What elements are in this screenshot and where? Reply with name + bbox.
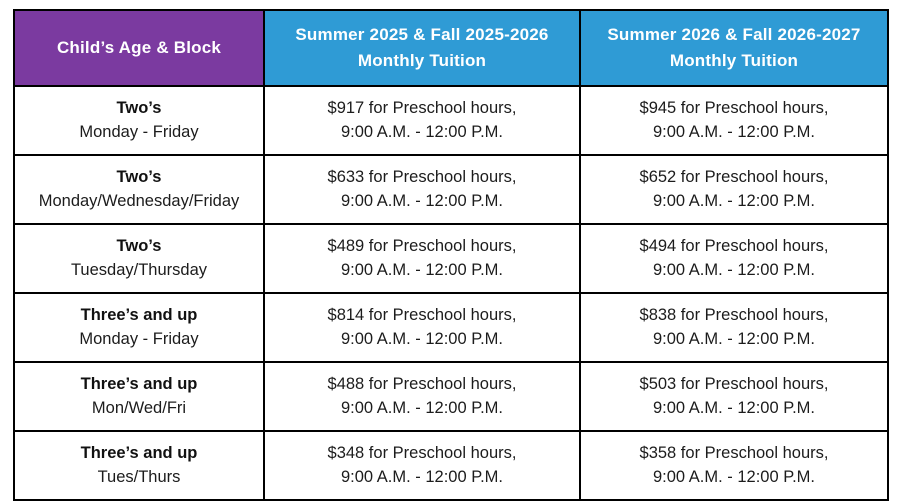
- tuition-2026-cell: [580, 431, 888, 500]
- table-header: [14, 10, 888, 86]
- hours-label: 9:00 A.M. - 12:00 P.M.: [340, 329, 504, 348]
- hours-label: 9:00 A.M. - 12:00 P.M.: [652, 467, 816, 486]
- age-group-label: Two’s: [116, 98, 162, 117]
- schedule-label: Tuesday/Thursday: [70, 260, 208, 279]
- tuition-table: [13, 9, 889, 501]
- hours-label: 9:00 A.M. - 12:00 P.M.: [340, 467, 504, 486]
- header-2025-line1: Summer 2025 & Fall 2025-2026: [295, 24, 549, 44]
- tuition-2026-cell: [580, 293, 888, 362]
- age-block-cell: [14, 293, 264, 362]
- tuition-table-container: [13, 9, 887, 501]
- price-label: $917 for Preschool hours,: [327, 98, 517, 117]
- schedule-label: Tues/Thurs: [97, 467, 181, 486]
- age-block-cell: [14, 431, 264, 500]
- header-2026-line1: Summer 2026 & Fall 2026-2027: [607, 24, 861, 44]
- schedule-label: Mon/Wed/Fri: [91, 398, 187, 417]
- header-cell-tuition-2026: [580, 10, 888, 86]
- price-label: $503 for Preschool hours,: [639, 374, 829, 393]
- tuition-2025-cell: [264, 155, 580, 224]
- price-label: $348 for Preschool hours,: [327, 443, 517, 462]
- tuition-2025-cell: [264, 86, 580, 155]
- schedule-label: Monday - Friday: [79, 122, 199, 141]
- hours-label: 9:00 A.M. - 12:00 P.M.: [340, 191, 504, 210]
- header-cell-tuition-2025: [264, 10, 580, 86]
- hours-label: 9:00 A.M. - 12:00 P.M.: [652, 398, 816, 417]
- tuition-2026-cell: [580, 86, 888, 155]
- header-row: [14, 10, 888, 86]
- header-2025-line2: Monthly Tuition: [357, 51, 487, 70]
- table-row: [14, 86, 888, 155]
- hours-label: 9:00 A.M. - 12:00 P.M.: [652, 329, 816, 348]
- price-label: $633 for Preschool hours,: [327, 167, 517, 186]
- price-label: $489 for Preschool hours,: [327, 236, 517, 255]
- age-group-label: Three’s and up: [80, 305, 198, 324]
- age-block-cell: [14, 224, 264, 293]
- price-label: $945 for Preschool hours,: [639, 98, 829, 117]
- table-row: [14, 431, 888, 500]
- table-row: [14, 155, 888, 224]
- tuition-2026-cell: [580, 224, 888, 293]
- tuition-2025-cell: [264, 362, 580, 431]
- tuition-2025-cell: [264, 224, 580, 293]
- age-group-label: Two’s: [116, 167, 162, 186]
- age-group-label: Three’s and up: [80, 374, 198, 393]
- header-age-block-label: Child’s Age & Block: [56, 37, 222, 57]
- age-block-cell: [14, 362, 264, 431]
- age-block-cell: [14, 155, 264, 224]
- price-label: $494 for Preschool hours,: [639, 236, 829, 255]
- hours-label: 9:00 A.M. - 12:00 P.M.: [652, 191, 816, 210]
- tuition-2025-cell: [264, 431, 580, 500]
- table-body: [14, 86, 888, 500]
- age-group-label: Two’s: [116, 236, 162, 255]
- table-row: [14, 293, 888, 362]
- hours-label: 9:00 A.M. - 12:00 P.M.: [340, 398, 504, 417]
- price-label: $652 for Preschool hours,: [639, 167, 829, 186]
- price-label: $358 for Preschool hours,: [639, 443, 829, 462]
- header-2026-line2: Monthly Tuition: [669, 51, 799, 70]
- tuition-2025-cell: [264, 293, 580, 362]
- tuition-2026-cell: [580, 155, 888, 224]
- age-group-label: Three’s and up: [80, 443, 198, 462]
- price-label: $814 for Preschool hours,: [327, 305, 517, 324]
- table-row: [14, 362, 888, 431]
- hours-label: 9:00 A.M. - 12:00 P.M.: [652, 260, 816, 279]
- hours-label: 9:00 A.M. - 12:00 P.M.: [340, 122, 504, 141]
- schedule-label: Monday - Friday: [79, 329, 199, 348]
- price-label: $838 for Preschool hours,: [639, 305, 829, 324]
- price-label: $488 for Preschool hours,: [327, 374, 517, 393]
- table-row: [14, 224, 888, 293]
- age-block-cell: [14, 86, 264, 155]
- hours-label: 9:00 A.M. - 12:00 P.M.: [652, 122, 816, 141]
- hours-label: 9:00 A.M. - 12:00 P.M.: [340, 260, 504, 279]
- tuition-2026-cell: [580, 362, 888, 431]
- header-cell-age-block: [14, 10, 264, 86]
- schedule-label: Monday/Wednesday/Friday: [38, 191, 240, 210]
